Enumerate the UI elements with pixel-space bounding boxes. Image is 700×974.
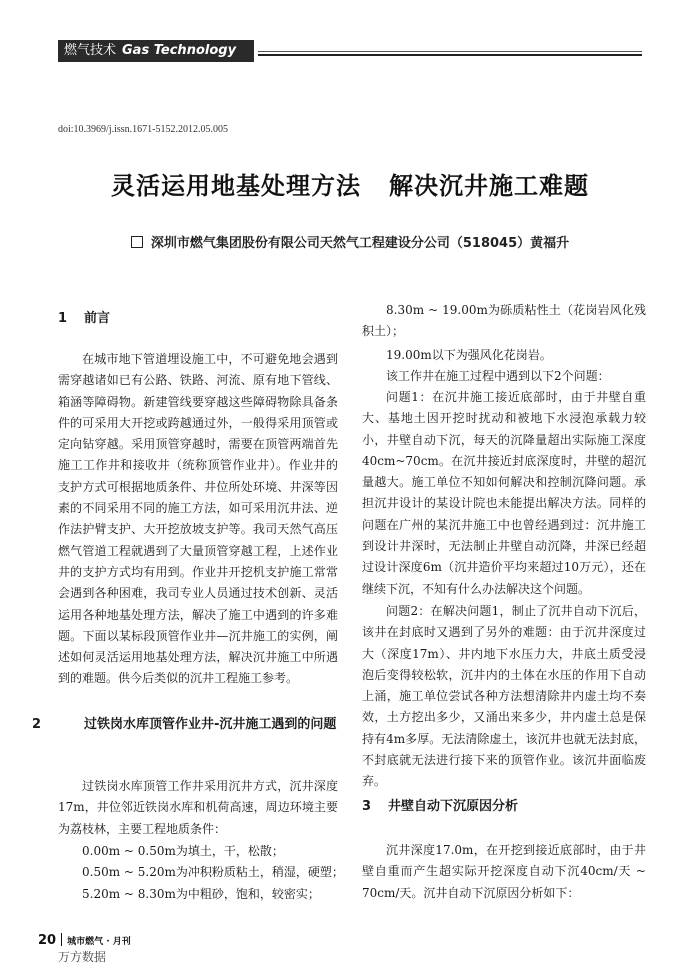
article-title xyxy=(0,166,700,201)
section-1-title: 前言 xyxy=(84,311,111,326)
author-line xyxy=(0,232,700,251)
header-rule xyxy=(258,51,642,52)
section-2-body: 过铁岗水库顶管工作井采用沉井方式，沉井深度17m，井位邻近铁岗水库和机荷高速，周边环境主要为荔枝林，主要工程地质条件： xyxy=(58,779,338,836)
header-rule-thick xyxy=(258,54,642,56)
doi: doi:10.3969/j.issn.1671-5152.2012.05.005 xyxy=(58,124,229,135)
section-2-num: 2 xyxy=(32,717,42,732)
soil-layer: 5.20m ~ 8.30m为中粗砂，饱和，较密实； xyxy=(82,887,320,901)
section-3-heading xyxy=(362,796,646,818)
column-header xyxy=(58,40,254,62)
author-text: 深圳市燃气集团股份有限公司天然气工程建设分公司（518045）黄福升 xyxy=(150,236,570,251)
section-3-num: 3 xyxy=(362,799,372,814)
section-1-heading xyxy=(58,308,338,330)
author-box-icon xyxy=(131,236,143,248)
soil-layer: 8.30m ~ 19.00m为砾质粘性土（花岗岩风化残积土）； xyxy=(362,303,646,339)
column-header-cn: 燃气技术 xyxy=(64,43,117,58)
section-1-num: 1 xyxy=(58,311,68,326)
section-3-body: 沉井深度17.0m，在开挖到接近底部时，由于井壁自重而产生超实际开挖深度自动下沉40cm/天 ~ 70cm/天。沉井自动下沉原因分析如下： xyxy=(362,843,646,900)
problems-intro: 该工作井在施工过程中遇到以下2个问题： xyxy=(386,369,610,383)
page-footer xyxy=(38,933,131,948)
article-title-part1: 灵活运用地基处理方法 xyxy=(111,172,361,200)
section-3-title: 井壁自动下沉原因分析 xyxy=(388,799,519,814)
column-header-en: Gas Technology xyxy=(122,43,237,58)
section-1-body: 在城市地下管道埋设施工中，不可避免地会遇到需穿越诸如已有公路、铁路、河流、原有地下管线、箱涵等障碍物。新建管线要穿越这些障碍物除具备条件的可采用大开挖或跨越通过外，一般得采用顶管或定向钻穿越。采用顶管穿越时，需要在顶管两端首先施工工作井和接收井（统称顶管作业井）。作业井的支护方式可根据地质条件、井位所处环境、井深等因素的不同采用不同的施工方法，如可采用沉井法、逆作法护臂支护、大开挖放坡支护等。我司天然气高压燃气管道工程就遇到了大量顶管穿越工程，上述作业井的支护方式均有用到。作业井开挖机支护施工常常会遇到各种困难，我司专业人员通过技术创新、灵活运用各种地基处理方法，解决了施工中遇到的许多难题。下面以某标段顶管作业井—沉井施工的实例，阐述如何灵活运用地基处理方法，解决沉井施工中所遇到的难题。供今后类似的沉井工程施工参考。 xyxy=(58,352,338,686)
soil-layer: 0.50m ~ 5.20m为冲积粉质粘土，稍湿，硬塑； xyxy=(82,865,344,879)
watermark: 万方数据 xyxy=(58,950,107,964)
soil-layer: 0.00m ~ 0.50m为填土，干，松散； xyxy=(82,844,284,858)
article-title-part2: 解决沉井施工难题 xyxy=(389,172,589,200)
problem-2: 问题2：在解决问题1，制止了沉井自动下沉后，该井在封底时又遇到了另外的难题：由于沉井深度过大（深度17m）、井内地下水压力大，井底土质受浸泡后变得较松软，沉井内的土体在水压的作用下自动上涌，施工单位尝试各种方法想清除井内虚土均不奏效，土方挖出多少，又涌出来多少，井内虚土总是保持有4m多厚。无法清除虚土，该沉井也就无法封底，不封底就无法进行接下来的顶管作业。该沉井面临废弃。 xyxy=(362,604,646,789)
soil-layer: 19.00m以下为强风化花岗岩。 xyxy=(386,348,552,362)
page-number: 20 xyxy=(38,933,57,948)
section-2-title: 过铁岗水库顶管作业井-沉井施工遇到的问题 xyxy=(84,717,337,732)
problem-1: 问题1：在沉井施工接近底部时，由于井壁自重大、基地土因开挖时扰动和被地下水浸泡承载力较小，井壁自动下沉，每天的沉降量超出实际施工深度40cm~70cm。在沉井接近封底深度时，井壁的超沉量越大。施工单位不知如何解决和控制沉降问题。承担沉井设计的某设计院也未能提出解决方法。同样的问题在广州的某沉井施工中也曾经遇到过：沉井施工到设计井深时，无法制止井壁自动沉降，井深已经超过设计深度6m（沉井造价平均来超过10万元），还在继续下沉，不知有什么办法解决这个问题。 xyxy=(362,390,646,596)
section-2-heading xyxy=(32,714,364,736)
journal-name: 城市燃气 · 月刊 xyxy=(67,937,131,947)
